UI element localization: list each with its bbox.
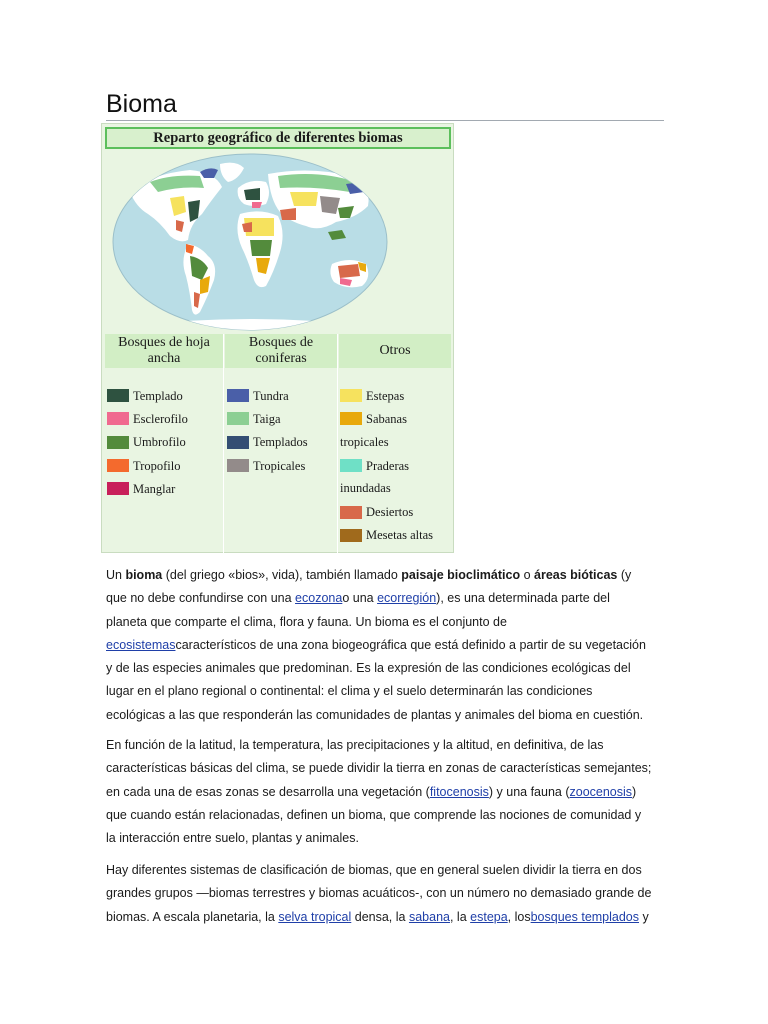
legend-item [227,407,308,430]
color-swatch [340,459,362,472]
text: Un [106,568,126,582]
color-swatch [107,412,129,425]
legend-label: Desiertos [366,505,414,520]
legend-item [107,477,188,500]
text: o una [342,591,378,606]
legend-item [107,384,188,407]
color-swatch [227,412,249,425]
legend-label: Manglar [133,481,176,496]
legend-item [340,454,433,501]
color-swatch [107,436,129,449]
legend-label: Mesetas altas [366,528,433,543]
link-bosques-templados[interactable]: bosques templados [530,909,640,924]
legend-label: Tropicales [253,458,306,473]
legend-item [107,407,188,430]
legend-label: Praderas [366,458,410,473]
column-header-other: Otros [339,334,451,368]
legend-label: Estepas [366,388,405,403]
text: ) que cuando están relacionadas, definen un bioma, que comprende las nociones de comunidad y la interacción entre suelo, plantas y animales. [106,784,642,846]
text: característicos de una zona biogeográfica que está definido a partir de su vegetación y de las especies animales que predominan. Es la expresión de las condiciones ecológicas del lugar en el plano regional o continental: el clima y el suelo determinarán las condiciones ecológicas a las que responderán las comunidades de plantas y animales del bioma en cuestión. [106,637,646,722]
legend-item [227,454,308,477]
color-swatch [227,436,249,449]
title-divider [106,120,664,121]
bold-term: áreas bióticas [534,568,618,582]
legend-label: Umbrofilo [133,435,186,450]
legend-item [340,524,433,547]
link-fitocenosis[interactable]: fitocenosis [429,784,489,799]
link-selva-tropical[interactable]: selva tropical [278,909,352,924]
text: , los [507,909,531,924]
link-ecosistemas[interactable]: ecosistemas [106,637,176,652]
color-swatch [107,482,129,495]
color-swatch [340,389,362,402]
legend-label-continued: tropicales [340,434,389,449]
bold-term: bioma [125,568,163,582]
infobox-caption: Reparto geográfico de diferentes biomas [105,127,451,149]
legend-item [107,431,188,454]
link-estepa[interactable]: estepa [470,909,508,924]
legend-item [340,384,433,407]
column-divider [337,334,338,554]
legend-label: Templados [253,435,308,450]
legend-item [340,500,433,523]
legend-item [227,431,308,454]
color-swatch [340,412,362,425]
world-biome-map[interactable] [110,152,390,332]
link-zoocenosis[interactable]: zoocenosis [569,784,633,799]
legend-label: Templado [133,388,183,403]
text: , la [449,909,471,924]
legend-item [107,454,188,477]
text: En función de la latitud, la temperatura, las precipitaciones y la altitud, en definitiva, de las características básicas del clima, se puede dividir la tierra en zonas de características semejantes; en cada una de esas zonas se desarrolla una vegetación ( [106,738,652,799]
text: y [639,909,649,924]
color-swatch [340,529,362,542]
legend-label: Sabanas [366,411,407,426]
column-divider [223,334,224,554]
legend-item [340,407,433,454]
color-swatch [107,389,129,402]
legend-label-continued: inundadas [340,481,391,496]
link-ecozona[interactable]: ecozona [295,591,343,606]
color-swatch [227,389,249,402]
bold-term: paisaje bioclimático [401,568,521,582]
legend-label: Tundra [253,388,289,403]
text: o [520,568,534,582]
color-swatch [107,459,129,472]
color-swatch [227,459,249,472]
text: (del griego «bios», vida), también llamado [162,568,402,582]
legend-conifer [227,384,308,477]
legend-label: Tropofilo [133,458,181,473]
legend-broadleaf [107,384,188,500]
legend-label: Taiga [253,411,281,426]
text: ), es una determinada parte del planeta que comparte el clima, flora y fauna. Un bioma es el conjunto de [106,591,610,629]
text: densa, la [351,909,409,924]
link-sabana[interactable]: sabana [408,909,450,924]
legend-other [340,384,433,547]
article-paragraph-2 [106,734,654,850]
link-ecorregion[interactable]: ecorregión [377,591,437,606]
column-header-broadleaf: Bosques de hoja ancha [105,334,223,368]
legend-item [227,384,308,407]
page-title: Bioma [106,90,177,118]
legend-label: Esclerofilo [133,411,188,426]
text: ) y una fauna ( [488,784,570,799]
text: Hay diferentes sistemas de clasificación de biomas, que en general suelen dividir la tierra en dos grandes grupos —biomas terrestres y biomas acuáticos-, con un número no demasiado grande de biomas. A escala planetaria, la [106,863,652,924]
article-paragraph-3 [106,859,654,929]
biome-infobox [101,123,454,553]
text: (y que no debe confundirse con una [106,568,632,606]
color-swatch [340,506,362,519]
column-header-conifer: Bosques de coniferas [225,334,337,368]
article-paragraph-1 [106,564,654,727]
